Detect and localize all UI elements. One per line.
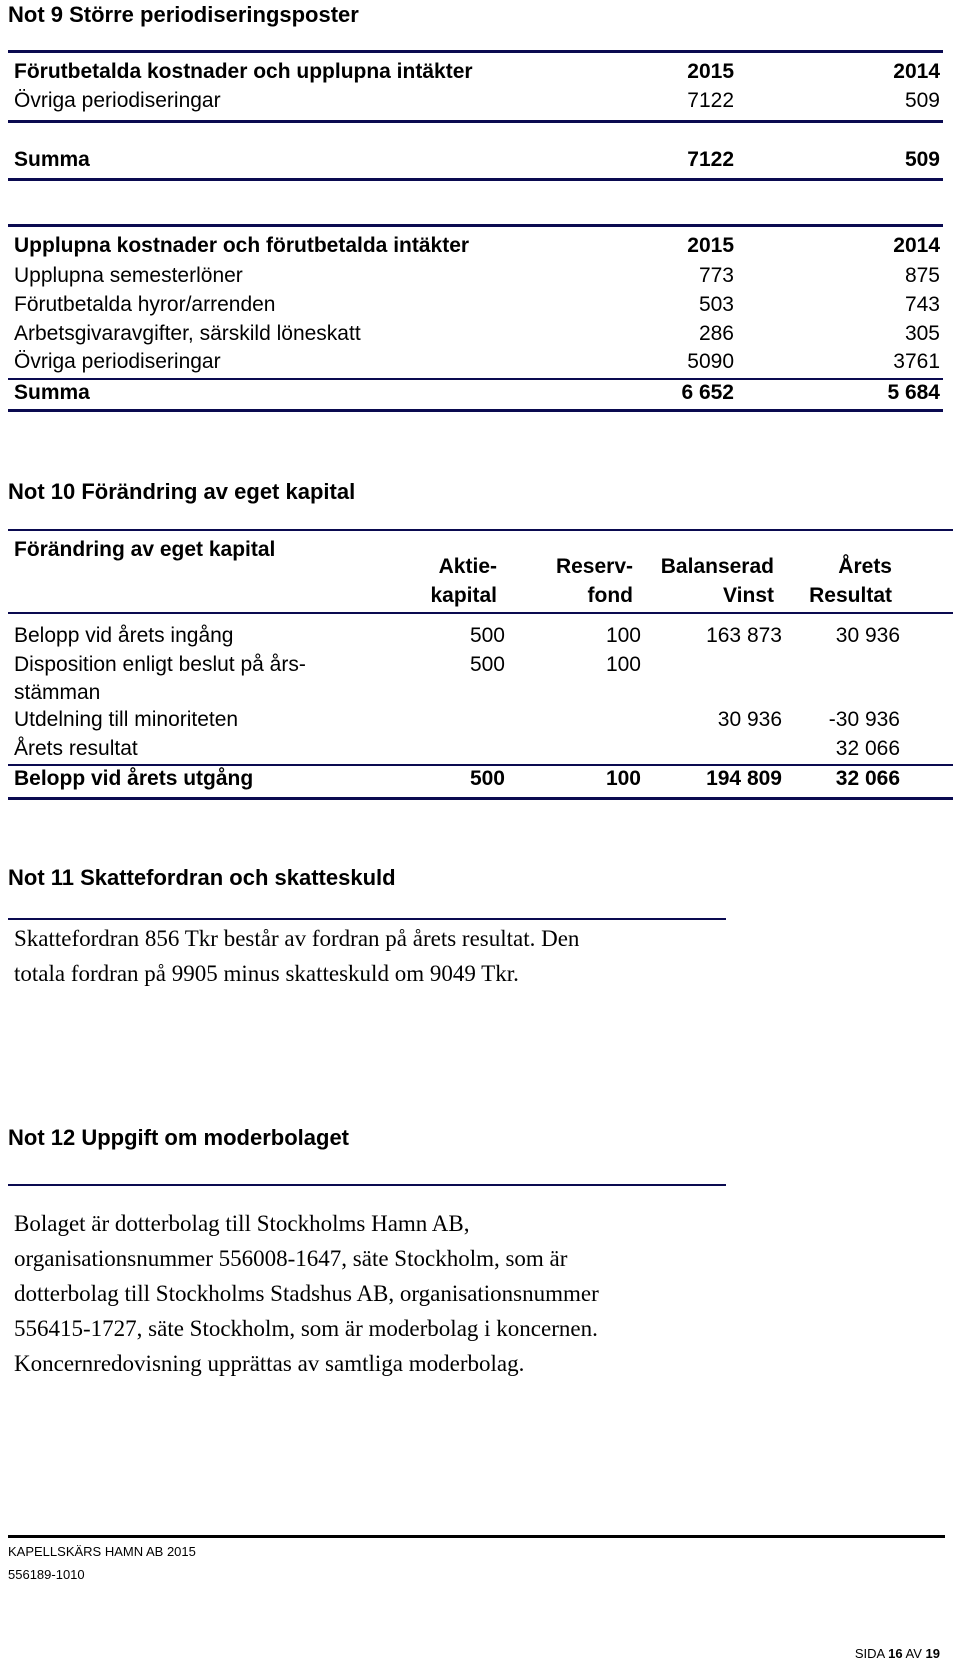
note12-line: Koncernredovisning upprättas av samtliga moderbolag. [14, 1351, 525, 1376]
cell-reservfond: 100 [605, 653, 641, 676]
table1-header-year2: 2014 [893, 60, 940, 83]
table-row [14, 737, 954, 767]
column-header-aktiekapital [430, 552, 497, 610]
table2-header [14, 234, 940, 264]
section-rule [8, 918, 726, 920]
table-rule [8, 224, 943, 227]
equity-table-title: Förändring av eget kapital [14, 538, 276, 561]
note9-heading: Not 9 Större periodiseringsposter [8, 2, 359, 27]
table-row [14, 264, 940, 294]
note11-line: Skattefordran 856 Tkr består av fordran på årets resultat. Den [14, 926, 580, 951]
sum-value-2014: 509 [904, 148, 940, 171]
page-number [855, 1646, 940, 1661]
table-rule [8, 120, 943, 123]
row-value-2015: 5090 [687, 350, 734, 373]
table1-header-year1: 2015 [687, 60, 734, 83]
table-row [14, 708, 954, 738]
note12-body [14, 1206, 599, 1381]
table1-header [14, 60, 940, 90]
total-aktiekapital: 500 [469, 767, 505, 790]
table-rule [8, 50, 943, 53]
table2-sum-row [14, 381, 940, 411]
total-arets-resultat: 32 066 [835, 767, 900, 790]
row-value-2014: 3761 [893, 350, 940, 373]
row-label: Övriga periodiseringar [14, 350, 221, 373]
row-value-2015: 773 [698, 264, 734, 287]
table-rule [8, 409, 943, 412]
column-header-arets-resultat [809, 552, 892, 610]
note10-heading: Not 10 Förändring av eget kapital [8, 479, 356, 504]
column-header-line: Årets [838, 555, 892, 578]
row-label: Utdelning till minoriteten [14, 708, 239, 731]
table1-sum-row [14, 148, 940, 178]
total-balanserad-vinst: 194 809 [706, 767, 782, 790]
row-value-2014: 743 [904, 293, 940, 316]
table2-header-label: Upplupna kostnader och förutbetalda intäkter [14, 234, 470, 257]
note12-line: Bolaget är dotterbolag till Stockholms Hamn AB, [14, 1211, 470, 1236]
sum-label: Summa [14, 381, 90, 404]
page-current: 16 [888, 1646, 903, 1661]
note11-body [14, 921, 579, 991]
cell-balanserad-vinst: 30 936 [717, 708, 782, 731]
column-header-line: Resultat [809, 584, 892, 607]
cell-aktiekapital: 500 [469, 653, 505, 676]
row-label: Belopp vid årets ingång [14, 624, 234, 647]
cell-aktiekapital: 500 [469, 624, 505, 647]
row-value-2015: 7122 [687, 89, 734, 112]
table-row [14, 322, 940, 352]
table-rule [8, 529, 953, 531]
table-row [14, 653, 954, 711]
table-row [14, 350, 940, 380]
row-value-2015: 286 [698, 322, 734, 345]
cell-balanserad-vinst: 163 873 [706, 624, 782, 647]
note12-heading: Not 12 Uppgift om moderbolaget [8, 1125, 349, 1150]
column-header-reservfond [556, 552, 633, 610]
row-label: Övriga periodiseringar [14, 89, 221, 112]
table2-header-year2: 2014 [893, 234, 940, 257]
page-prefix: SIDA [854, 1646, 885, 1661]
table-rule [8, 612, 953, 614]
row-value-2014: 875 [904, 264, 940, 287]
note11-line: totala fordran på 9905 minus skatteskuld om 9049 Tkr. [14, 961, 519, 986]
table-row [14, 624, 954, 654]
sum-value-2015: 7122 [687, 148, 734, 171]
column-header-line: Aktie- [438, 555, 497, 578]
column-header-line: Vinst [723, 584, 774, 607]
row-value-2014: 305 [904, 322, 940, 345]
table-rule [8, 178, 943, 181]
row-label-continuation: stämman [14, 681, 101, 704]
section-rule [8, 1184, 726, 1186]
row-label: Upplupna semesterlöner [14, 264, 243, 287]
footer-org-number: 556189-1010 [8, 1567, 85, 1582]
table-row [14, 89, 940, 119]
sum-label: Summa [14, 148, 90, 171]
cell-reservfond: 100 [605, 624, 641, 647]
column-header-line: kapital [430, 584, 497, 607]
column-header-line: Balanserad [660, 555, 774, 578]
page-of: AV [905, 1646, 922, 1661]
footer-rule [8, 1535, 945, 1538]
row-label: Disposition enligt beslut på års- [14, 653, 306, 676]
cell-arets-resultat: -30 936 [828, 708, 900, 731]
total-reservfond: 100 [605, 767, 641, 790]
note12-line: 556415-1727, säte Stockholm, som är moderbolag i koncernen. [14, 1316, 598, 1341]
row-label: Arbetsgivaravgifter, särskild löneskatt [14, 322, 361, 345]
column-header-balanserad-vinst [661, 552, 774, 610]
cell-arets-resultat: 30 936 [835, 624, 900, 647]
sum-value-2015: 6 652 [681, 381, 734, 404]
note12-line: dotterbolag till Stockholms Stadshus AB, organisationsnummer [14, 1281, 599, 1306]
cell-arets-resultat: 32 066 [835, 737, 900, 760]
table2-header-year1: 2015 [687, 234, 734, 257]
row-value-2014: 509 [904, 89, 940, 112]
table-row [14, 293, 940, 323]
note11-heading: Not 11 Skattefordran och skatteskuld [8, 865, 396, 890]
table-rule [8, 764, 953, 766]
table-rule [8, 378, 943, 380]
table-rule [8, 797, 953, 800]
footer-company: KAPELLSKÄRS HAMN AB 2015 [8, 1544, 196, 1559]
row-value-2015: 503 [698, 293, 734, 316]
row-label: Förutbetalda hyror/arrenden [14, 293, 276, 316]
total-label: Belopp vid årets utgång [14, 767, 254, 790]
row-label: Årets resultat [14, 737, 138, 760]
page-total: 19 [925, 1646, 940, 1661]
column-header-line: fond [587, 584, 633, 607]
equity-total-row [14, 767, 954, 797]
table1-header-label: Förutbetalda kostnader och upplupna intäkter [14, 60, 473, 83]
sum-value-2014: 5 684 [887, 381, 940, 404]
note12-line: organisationsnummer 556008-1647, säte Stockholm, som är [14, 1246, 568, 1271]
column-header-line: Reserv- [555, 555, 633, 578]
